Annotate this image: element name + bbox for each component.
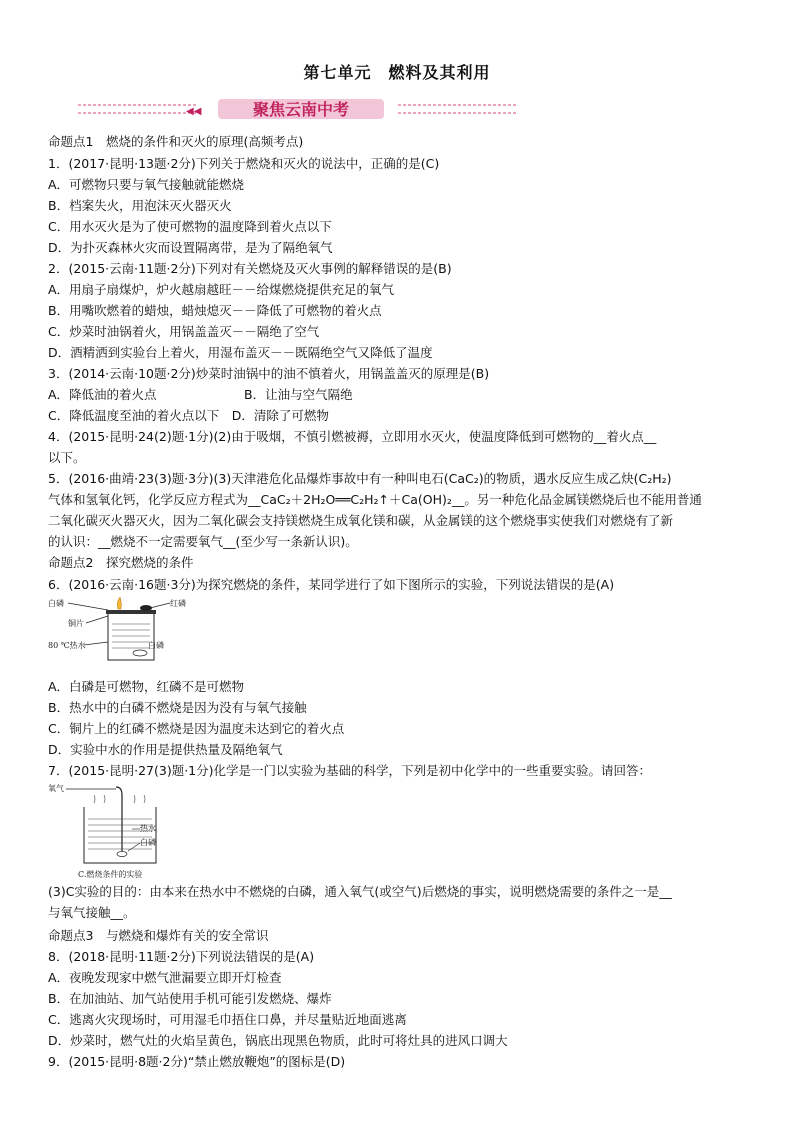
text-line: 命题点2 探究燃烧的条件 [48,555,194,570]
text-line: 4．(2015·昆明·24(2)题·1分)(2)由于吸烟，不慎引燃被褥，立即用水灭火，使温度降低到可燃物的__着火点__ [48,429,657,444]
text-line: B．用嘴吹燃着的蜡烛，蜡烛熄灭－－降低了可燃物的着火点 [48,303,382,318]
text-line: C．炒菜时油锅着火，用锅盖盖灭－－隔绝了空气 [48,324,320,339]
text-line: 3．(2014·云南·10题·2分)炒菜时油锅中的油不慎着火，用锅盖盖灭的原理是(B) [48,366,490,381]
section-banner [78,97,518,121]
text-line: 1．(2017·昆明·13题·2分)下列关于燃烧和灭火的说法中，正确的是(C) [48,156,440,171]
figure-combustion-experiment [46,596,196,666]
text-line: 9．(2015·昆明·8题·2分)“禁止燃放鞭炮”的图标是(D) [48,1054,346,1069]
text-line: D．为扑灭森林火灾而设置隔离带，是为了隔绝氧气 [48,240,333,255]
text-line: C．降低温度至油的着火点以下 D．清除了可燃物 [48,408,329,423]
svg-text:C.燃烧条件的实验: C.燃烧条件的实验 [78,870,143,879]
text-line: D．实验中水的作用是提供热量及隔绝氧气 [48,742,283,757]
text-line: 7．(2015·昆明·27(3)题·1分)化学是一门以实验为基础的科学，下列是初中化学中的一些重要实验。请回答： [48,763,652,778]
text-line: A．白磷是可燃物，红磷不是可燃物 [48,679,245,694]
text-line: B．在加油站、加气站使用手机可能引发燃烧、爆炸 [48,991,332,1006]
svg-text:铜片: 铜片 [68,619,84,628]
text-line: A．用扇子扇煤炉，炉火越扇越旺－－给煤燃烧提供充足的氧气 [48,282,395,297]
page-title: 第七单元 燃料及其利用 [303,63,491,82]
text-line: 二氧化碳灭火器灭火，因为二氧化碳会支持镁燃烧生成氧化镁和碳，从金属镁的这个燃烧事实使我们对燃烧有了新 [48,513,674,528]
text-line: B．热水中的白磷不燃烧是因为没有与氧气接触 [48,700,307,715]
text-line: B．档案失火，用泡沫灭火器灭火 [48,198,232,213]
text-line: (3)C实验的目的：由本来在热水中不燃烧的白磷，通入氧气(或空气)后燃烧的事实，说明燃烧需要的条件之一是__ [48,884,672,899]
text-line: 命题点3 与燃烧和爆炸有关的安全常识 [48,928,269,943]
svg-text:白磷: 白磷 [148,641,164,650]
svg-text:80 ℃热水: 80 ℃热水 [48,641,86,650]
text-line: D．炒菜时，燃气灶的火焰呈黄色，锅底出现黑色物质，此时可将灶具的进风口调大 [48,1033,508,1048]
text-line: 以下。 [48,450,86,465]
text-line: 命题点1 燃烧的条件和灭火的原理(高频考点) [48,134,304,149]
text-line: A．可燃物只要与氧气接触就能燃烧 [48,177,245,192]
text-line: 的认识：__燃烧不一定需要氧气__(至少写一条新认识)。 [48,534,358,549]
text-line: C．逃离火灾现场时，可用湿毛巾捂住口鼻，并尽量贴近地面逃离 [48,1012,407,1027]
banner-text: 聚焦云南中考 [252,100,350,119]
text-line: C．铜片上的红磷不燃烧是因为温度未达到它的着火点 [48,721,345,736]
figure-oxygen-hot-water-experiment [46,781,186,881]
text-line: 8．(2018·昆明·11题·2分)下列说法错误的是(A) [48,949,315,964]
svg-text:白磷: 白磷 [48,599,64,608]
text-line: 与氧气接触__。 [48,905,136,920]
svg-text:红磷: 红磷 [170,599,186,608]
text-line: A．夜晚发现家中燃气泄漏要立即开灯检查 [48,970,282,985]
text-line: 气体和氢氧化钙，化学反应方程式为__CaC₂＋2H₂O══C₂H₂↑＋Ca(OH)₂__。另一种危化品金属镁燃烧后也不能用普通 [48,492,702,507]
text-line: A．降低油的着火点 B．让油与空气隔绝 [48,387,353,402]
text-line: 6．(2016·云南·16题·3分)为探究燃烧的条件，某同学进行了如下图所示的实验，下列说法错误的是(A) [48,577,615,592]
svg-text:白磷: 白磷 [140,838,156,847]
svg-text:氧气: 氧气 [48,784,64,793]
text-line: D．酒精洒到实验台上着火，用湿布盖灭－－既隔绝空气又降低了温度 [48,345,433,360]
text-line: C．用水灭火是为了使可燃物的温度降到着火点以下 [48,219,332,234]
text-line: 2．(2015·云南·11题·2分)下列对有关燃烧及灭火事例的解释错误的是(B) [48,261,452,276]
text-line: 5．(2016·曲靖·23(3)题·3分)(3)天津港危化品爆炸事故中有一种叫电石(CaC₂)的物质，遇水反应生成乙炔(C₂H₂) [48,471,672,486]
svg-text:热水: 热水 [140,824,156,833]
svg-text:◀◀: ◀◀ [186,106,202,117]
